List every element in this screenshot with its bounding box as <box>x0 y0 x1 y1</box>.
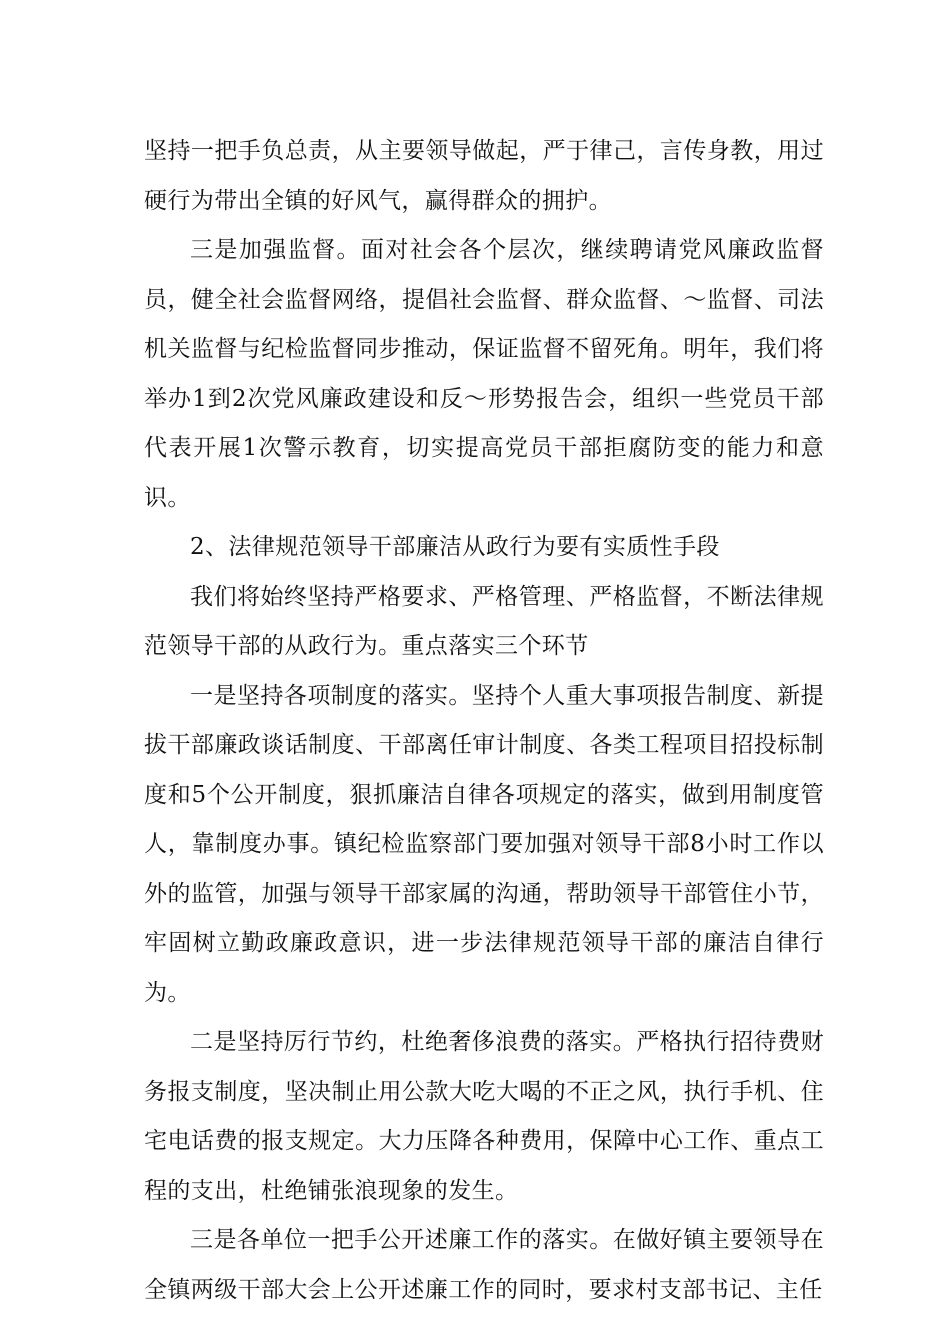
paragraph-6: 三是各单位一把手公开述廉工作的落实。在做好镇主要领导在全镇两级干部大会上公开述廉工作的同时，要求村支部书记、主任 <box>144 1227 824 1303</box>
paragraph-5: 二是坚持厉行节约，杜绝奢侈浪费的落实。严格执行招待费财务报支制度，坚决制止用公款大吃大喝的不正之风，执行手机、住宅电话费的报支规定。大力压降各种费用，保障中心工作、重点工程的支出，杜绝铺张浪现象的发生。 <box>144 1029 824 1204</box>
paragraph-3: 我们将始终坚持严格要求、严格管理、严格监督，不断法律规范领导干部的从政行为。重点落实三个环节 <box>144 583 824 659</box>
paragraph-1: 坚持一把手负总责，从主要领导做起，严于律己，言传身教，用过硬行为带出全镇的好风气，赢得群众的拥护。 <box>144 138 824 214</box>
paragraph-2: 三是加强监督。面对社会各个层次，继续聘请党风廉政监督员，健全社会监督网络，提倡社会监督、群众监督、～监督、司法机关监督与纪检监督同步推动，保证监督不留死角。明年，我们将举办1到2次党风廉政建设和反～形势报告会，组织一些党员干部代表开展1次警示教育，切实提高党员干部拒腐防变的能力和意识。 <box>144 237 824 511</box>
document-body <box>144 127 824 1315</box>
section-heading: 2、法律规范领导干部廉洁从政行为要有实质性手段 <box>190 534 720 560</box>
paragraph-4: 一是坚持各项制度的落实。坚持个人重大事项报告制度、新提拔干部廉政谈话制度、干部离任审计制度、各类工程项目招投标制度和5个公开制度，狠抓廉洁自律各项规定的落实，做到用制度管人，靠制度办事。镇纪检监察部门要加强对领导干部8小时工作以外的监管，加强与领导干部家属的沟通，帮助领导干部管住小节，牢固树立勤政廉政意识，进一步法律规范领导干部的廉洁自律行为。 <box>144 682 824 1006</box>
